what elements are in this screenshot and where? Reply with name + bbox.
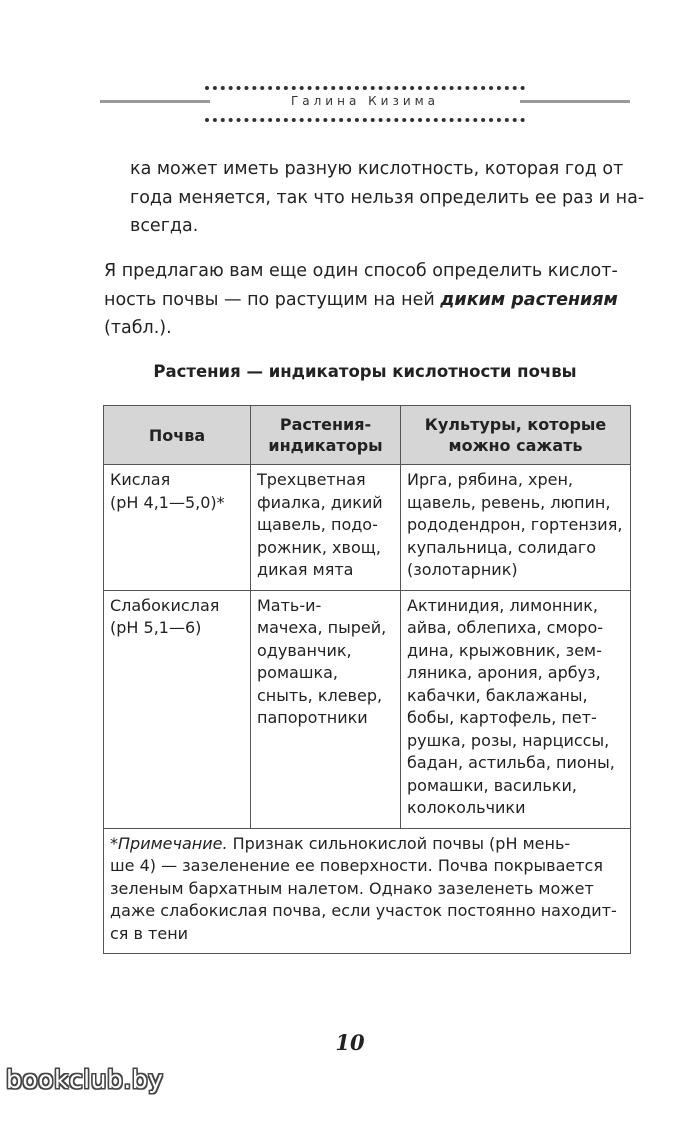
cell-line: колокольчики: [407, 798, 526, 817]
note-line: ше 4) — зазеленение ее поверхности. Почва покрывается: [110, 856, 603, 875]
header-crops: [401, 406, 631, 465]
cell-line: папоротники: [257, 708, 368, 727]
paragraph-method: [104, 257, 630, 343]
soil-acidity-table: [103, 405, 631, 954]
emphasis-wild-plants: диким растениям: [440, 289, 618, 310]
cell-line: ромашки, васильки,: [407, 775, 577, 795]
header-line: Растения-: [279, 415, 372, 434]
table-note-row: [104, 828, 631, 954]
cell-line: рододендрон, гортензия,: [407, 515, 623, 534]
cell-line: (золотарник): [407, 560, 518, 579]
note-line: даже слабокислая почва, если участок постоянно находит-: [110, 901, 617, 920]
cell-line: дина, крыжовник, зем-: [407, 640, 602, 660]
cell-line: Ирга, рябина, хрен,: [407, 470, 574, 489]
cell-indicators: [251, 590, 401, 828]
note-line: [110, 833, 624, 856]
text-line: ка может иметь разную кислотность, которая год от: [130, 159, 624, 179]
header-line: можно сажать: [448, 436, 583, 455]
author-name: Галина Кизима: [290, 94, 440, 108]
cell-line: щавель, подо-: [257, 515, 378, 534]
note-line: зеленым бархатным налетом. Однако зазеленеть может: [110, 878, 594, 898]
watermark-text: bookclub.by: [6, 1065, 164, 1094]
table-footnote: [104, 828, 631, 954]
cell-soil: [104, 590, 251, 828]
cell-line: ромашка,: [257, 663, 339, 682]
cell-line: бобы, картофель, пет-: [407, 708, 597, 727]
header-dots-top: [205, 86, 525, 90]
cell-line: Кислая: [110, 470, 171, 489]
cell-line: Актинидия, лимонник,: [407, 595, 598, 615]
text-line: [104, 286, 630, 315]
note-text: Признак сильнокислой почвы (рН мень-: [227, 833, 571, 853]
cell-line: фиалка, дикий: [257, 492, 383, 512]
cell-line: (рН 4,1—5,0)*: [110, 492, 225, 512]
cell-line: ляника, арония, арбуз,: [407, 663, 601, 682]
table-header-row: [104, 406, 631, 465]
header-indicators: [251, 406, 401, 465]
paragraph-continuation: [130, 155, 645, 241]
cell-line: рожник, хвощ,: [257, 537, 381, 557]
text-line: всегда.: [130, 216, 199, 236]
cell-line: Слабокислая: [110, 595, 220, 615]
text-line: (табл.).: [104, 318, 172, 338]
cell-line: одуванчик,: [257, 640, 352, 660]
cell-line: рушка, розы, нарциссы,: [407, 730, 610, 750]
cell-line: (рН 5,1—6): [110, 618, 202, 637]
table-title: Растения — индикаторы кислотности почвы: [153, 362, 577, 381]
header-line: Культуры, которые: [424, 415, 607, 434]
table-row: [104, 590, 631, 828]
cell-line: кабачки, баклажаны,: [407, 685, 588, 705]
cell-crops: [401, 590, 631, 828]
note-label: *Примечание.: [110, 833, 228, 853]
text-line: Я предлагаю вам еще один способ определить кислот-: [104, 261, 618, 281]
text-line: года меняется, так что нельзя определить ее раз и на-: [130, 187, 645, 208]
cell-line: сныть, клевер,: [257, 685, 383, 705]
cell-line: айва, облепиха, сморо-: [407, 618, 604, 637]
cell-line: мачеха, пырей,: [257, 618, 387, 637]
cell-soil: [104, 465, 251, 591]
table-row: [104, 465, 631, 591]
page-number: 10: [335, 1030, 365, 1055]
header-line: индикаторы: [268, 436, 383, 455]
note-line: ся в тени: [110, 923, 189, 943]
cell-line: бадан, астильба, пионы,: [407, 753, 615, 772]
running-header: [100, 78, 630, 128]
cell-line: дикая мята: [257, 560, 354, 579]
cell-indicators: [251, 465, 401, 591]
cell-line: щавель, ревень, люпин,: [407, 492, 611, 512]
header-rule-right: [520, 100, 630, 103]
text-segment: ность почвы — по растущим на ней: [104, 289, 441, 310]
cell-line: Трехцветная: [257, 470, 366, 489]
cell-line: Мать-и-: [257, 595, 322, 615]
cell-line: купальница, солидаго: [407, 537, 597, 557]
header-soil: Почва: [104, 406, 251, 465]
header-dots-bottom: [205, 118, 525, 122]
cell-crops: [401, 465, 631, 591]
